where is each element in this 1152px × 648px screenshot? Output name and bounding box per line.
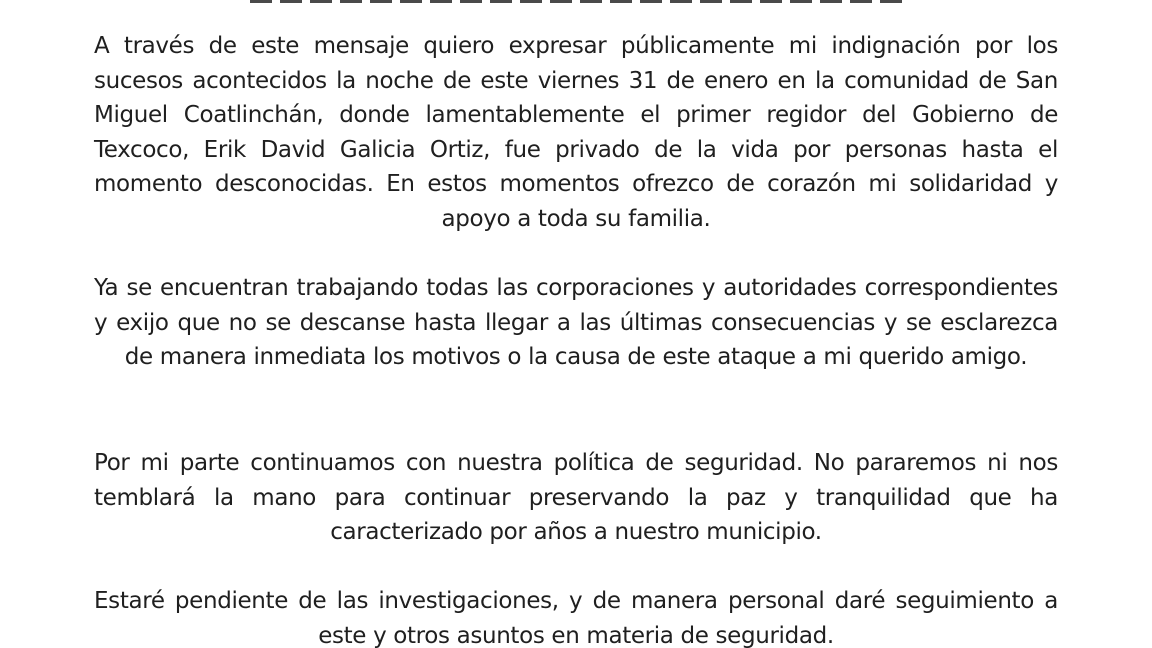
paragraph-condolence: A través de este mensaje quiero expresar públicamente mi indignación por los sucesos acontecidos la noche de este viernes 31 de enero en la comunidad de San Miguel Coatlinchán, donde lamentablemente el primer regidor del Gobierno de Texcoco, Erik David Galicia Ortiz, fue privado de la vida por personas hasta el momento desconocidas. En estos momentos ofrezco de corazón mi solidaridad y apoyo a toda su familia. xyxy=(94,33,1058,232)
paragraph-follow-up: Estaré pendiente de las investigaciones, y de manera personal daré seguimiento a este y otros asuntos en materia de seguridad. xyxy=(94,588,1058,648)
paragraph-investigation: Ya se encuentran trabajando todas las corporaciones y autoridades correspondientes y exijo que no se descanse hasta llegar a las últimas consecuencias y se esclarezca de manera inmediata los motivos o la causa de este ataque a mi querido amigo. xyxy=(94,275,1058,370)
clipped-heading-line xyxy=(250,0,902,3)
clipped-heading-text xyxy=(250,0,902,3)
paragraph-security-policy: Por mi parte continuamos con nuestra política de seguridad. No pararemos ni nos temblará la mano para continuar preservando la paz y tranquilidad que ha caracterizado por años a nuestro municipio. xyxy=(94,450,1058,545)
